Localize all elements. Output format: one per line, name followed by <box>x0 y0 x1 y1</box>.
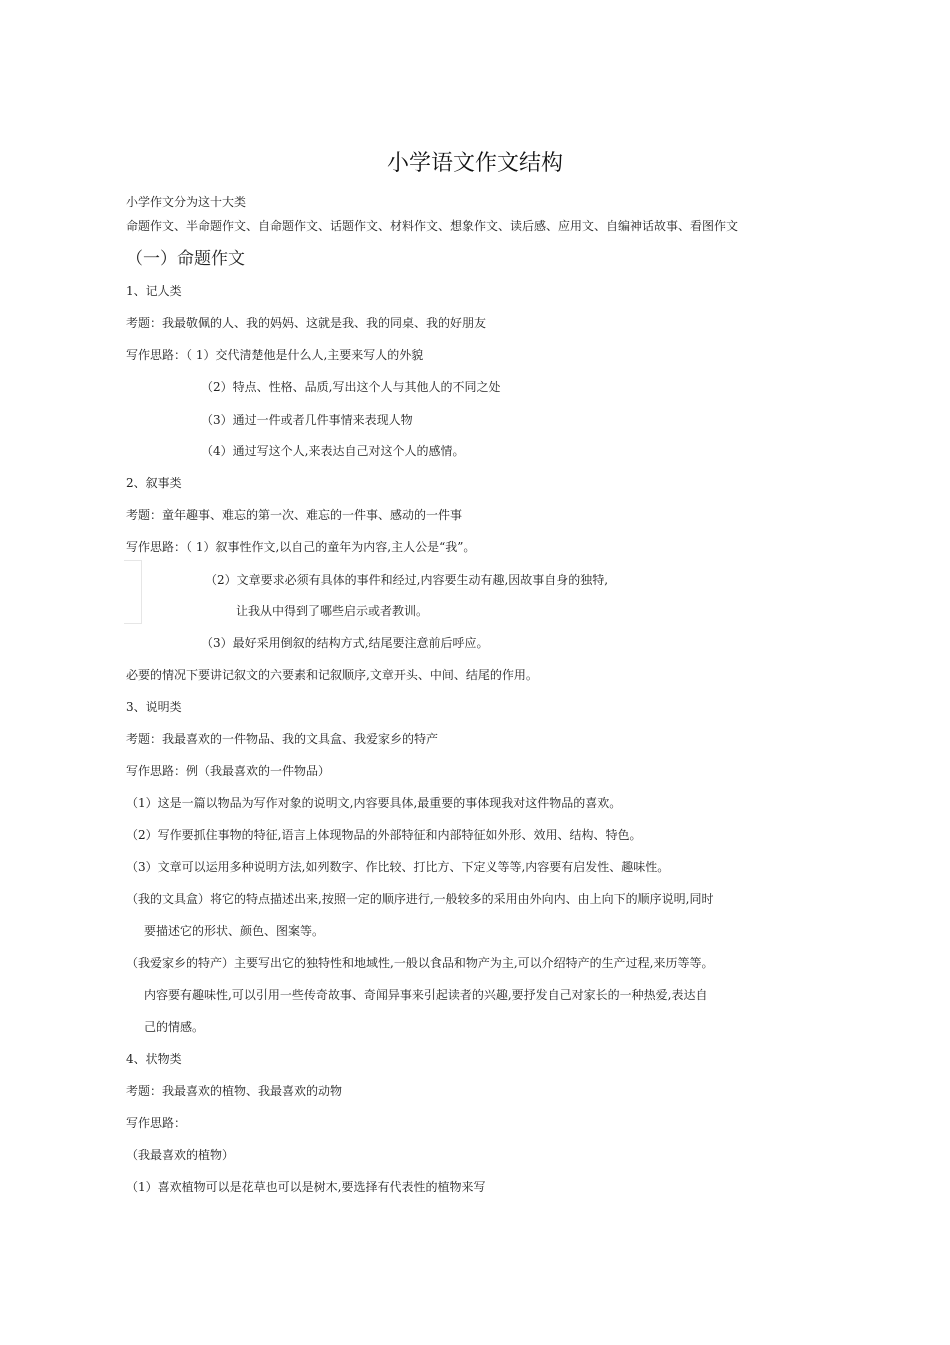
text-frame-marker <box>124 560 142 624</box>
narrative-idea-3: （3）最好采用倒叙的结构方式,结尾要注意前后呼应。 <box>201 636 489 650</box>
expository-point-1: （1）这是一篇以物品为写作对象的说明文,内容要具体,最重要的事体现我对这件物品的喜欢。 <box>126 796 622 810</box>
subsection-heading-narrative: 2、叙事类 <box>126 476 182 490</box>
expository-point-2: （2）写作要抓住事物的特征,语言上体现物品的外部特征和内部特征如外形、效用、结构、特色。 <box>126 828 642 842</box>
expository-specialty-end: 己的情感。 <box>144 1020 205 1034</box>
person-idea-1: 写作思路：（ 1）交代清楚他是什么人,主要来写人的外貌 <box>126 348 424 362</box>
expository-pencil-case: （我的文具盒）将它的特点描述出来,按照一定的顺序进行,一般较多的采用由外向内、由上向下的顺序说明,同时 <box>126 892 714 906</box>
narrative-idea-2-cont: 让我从中得到了哪些启示或者教训。 <box>236 604 429 618</box>
subsection-heading-expository: 3、说明类 <box>126 700 182 714</box>
object-plant-point-1: （1）喜欢植物可以是花草也可以是树木,要选择有代表性的植物来写 <box>126 1180 486 1194</box>
narrative-note: 必要的情况下要讲记叙文的六要素和记叙顺序,文章开头、中间、结尾的作用。 <box>126 668 538 682</box>
subsection-heading-object: 4、状物类 <box>126 1052 182 1066</box>
expository-specialty-cont: 内容要有趣味性,可以引用一些传奇故事、奇闻异事来引起读者的兴趣,要抒发自己对家长的一种热爱,表达自 <box>144 988 708 1002</box>
object-topics: 考题：我最喜欢的植物、我最喜欢的动物 <box>126 1084 343 1098</box>
subsection-heading-person: 1、记人类 <box>126 284 182 298</box>
object-idea-intro: 写作思路： <box>126 1116 187 1130</box>
object-plant-subheading: （我最喜欢的植物） <box>126 1148 235 1162</box>
intro-text: 小学作文分为这十大类 <box>126 195 247 209</box>
narrative-idea-1: 写作思路：（ 1）叙事性作文,以自己的童年为内容,主人公是“我”。 <box>126 540 476 554</box>
person-idea-3: （3）通过一件或者几件事情来表现人物 <box>201 413 413 427</box>
expository-point-3: （3）文章可以运用多种说明方法,如列数字、作比较、打比方、下定义等等,内容要有启发性、趣味性。 <box>126 860 670 874</box>
expository-idea-intro: 写作思路：例（我最喜欢的一件物品） <box>126 764 331 778</box>
person-idea-4: （4）通过写这个人,来表达自己对这个人的感情。 <box>201 444 465 458</box>
narrative-topics: 考题：童年趣事、难忘的第一次、难忘的一件事、感动的一件事 <box>126 508 463 522</box>
section-heading-proposition: （一）命题作文 <box>126 249 245 269</box>
person-topics: 考题：我最敬佩的人、我的妈妈、这就是我、我的同桌、我的好朋友 <box>126 316 487 330</box>
expository-topics: 考题：我最喜欢的一件物品、我的文具盒、我爱家乡的特产 <box>126 732 439 746</box>
person-idea-2: （2）特点、性格、品质,写出这个人与其他人的不同之处 <box>201 380 501 394</box>
expository-specialty: （我爱家乡的特产）主要写出它的独特性和地域性,一般以食品和物产为主,可以介绍特产的生产过程,来历等等。 <box>126 956 714 970</box>
expository-pencil-case-cont: 要描述它的形状、颜色、图案等。 <box>144 924 325 938</box>
narrative-idea-2: （2）文章要求必须有具体的事件和经过,内容要生动有趣,因故事自身的独特, <box>205 573 609 587</box>
page-title: 小学语文作文结构 <box>386 151 563 176</box>
categories-list: 命题作文、半命题作文、自命题作文、话题作文、材料作文、想象作文、读后感、应用文、自编神话故事、看图作文 <box>126 219 739 233</box>
